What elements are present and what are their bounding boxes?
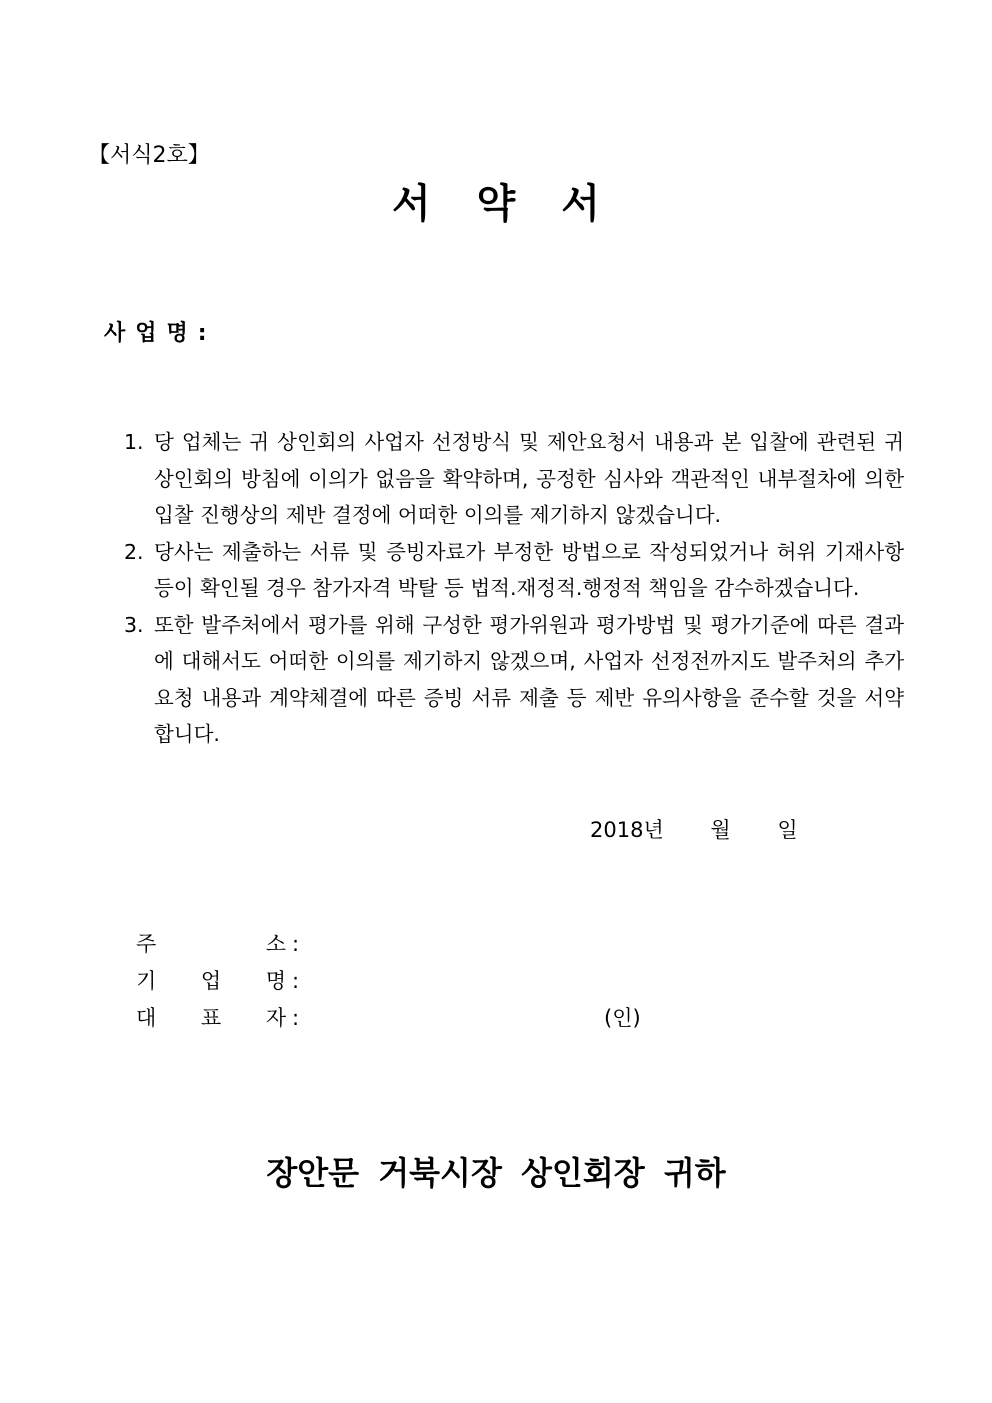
address-label: 주 소 xyxy=(136,932,286,956)
clause-text: 당사는 제출하는 서류 및 증빙자료가 부정한 방법으로 작성되었거나 허위 기재사항 등이 확인될 경우 참가자격 박탈 등 법적.재정적.행정적 책임을 감수하겠습니다. xyxy=(154,539,904,600)
address-row: 주 소 : xyxy=(136,928,299,958)
company-row: 기 업 명 : xyxy=(136,965,299,995)
company-label: 기 업 명 xyxy=(136,969,286,993)
clause-number: 3. xyxy=(124,612,144,637)
project-name-label: 사업명: xyxy=(104,321,217,346)
date-day: 일 xyxy=(777,818,798,842)
clause-item xyxy=(124,424,904,534)
recipient: 장안문 거북시장 상인회장 귀하 xyxy=(266,1154,726,1192)
clause-text: 당 업체는 귀 상인회의 사업자 선정방식 및 제안요청서 내용과 본 입찰에 관련된 귀 상인회의 방침에 이의가 없음을 확약하며, 공정한 심사와 객관적인 내부절차에 의한 입찰 진행상의 제반 결정에 어떠한 이의를 제기하지 않겠습니다. xyxy=(154,430,904,527)
document-title: 서약서 xyxy=(392,181,646,227)
date-line xyxy=(590,814,798,844)
clause-number: 1. xyxy=(124,430,144,454)
seal-mark: (인) xyxy=(604,1006,641,1030)
clause-number: 2. xyxy=(124,539,144,564)
pledge-clauses xyxy=(124,424,904,753)
clause-item xyxy=(124,607,904,753)
representative-row: 대 표 자 : xyxy=(136,1002,299,1032)
clause-text: 또한 발주처에서 평가를 위해 구성한 평가위원과 평가방법 및 평가기준에 따른 결과에 대해서도 어떠한 이의를 제기하지 않겠으며, 사업자 선정전까지도 발주처의 추가요청 내용과 계약체결에 따른 증빙 서류 제출 등 제반 유의사항을 준수할 것을 서약합니다. xyxy=(154,612,904,746)
clause-item xyxy=(124,534,904,607)
form-number: 【서식2호】 xyxy=(88,143,210,168)
representative-label: 대 표 자 xyxy=(136,1006,286,1030)
date-year: 2018년 xyxy=(590,818,664,842)
date-month: 월 xyxy=(710,818,731,842)
